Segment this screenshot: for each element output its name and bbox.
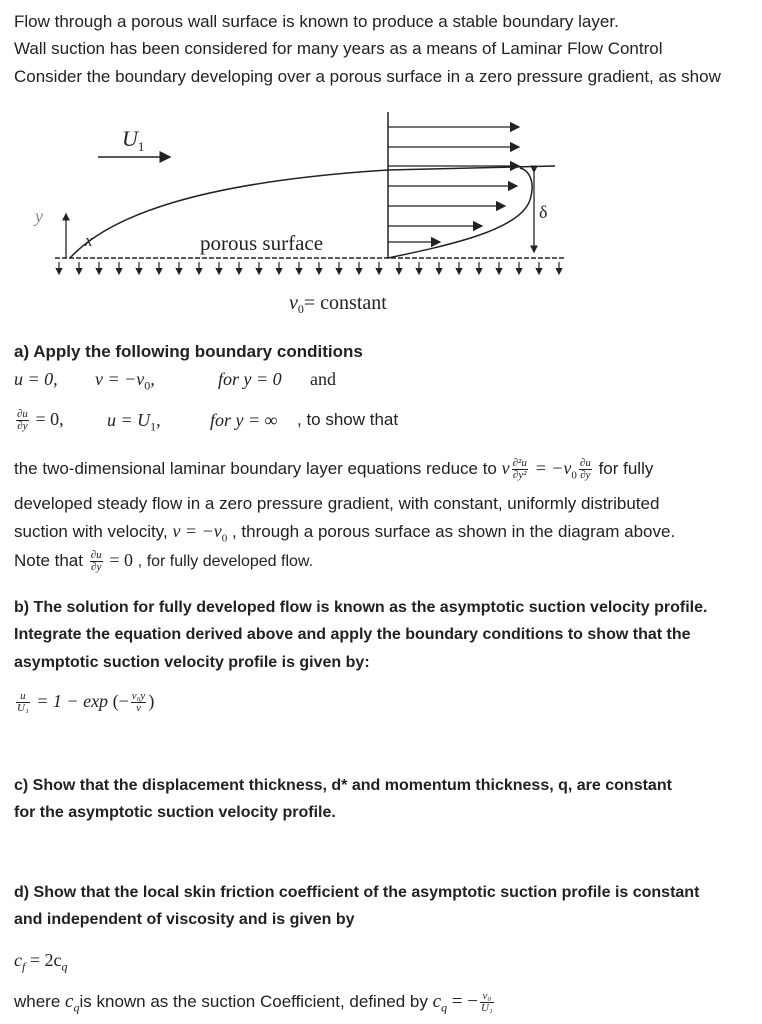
- cf-equation: $c_f = 2c_q$: [14, 950, 68, 974]
- part-b-line-1: b) The solution for fully developed flow is known as the asymptotic suction velocity profile.: [14, 599, 708, 616]
- profile-arrows: [388, 127, 519, 242]
- part-b-line-2: Integrate the equation derived above and apply the boundary conditions to show that the: [14, 626, 691, 643]
- part-a-line-1: the two-dimensional laminar boundary layer equations reduce to ν $\frac{\text{∂²u}}{\text{∂y²}}$ = $-\nu_0$ $\frac{\partial u}{\partial y}$ for fully: [14, 457, 654, 482]
- part-c-line-1: c) Show that the displacement thickness, d* and momentum thickness, q, are constant: [14, 777, 672, 794]
- y-label: y: [35, 206, 43, 226]
- boundary-layer-diagram: [0, 0, 762, 320]
- suction-arrows: [59, 262, 559, 274]
- bc1-u: u = 0,: [14, 369, 58, 389]
- x-label: x: [85, 231, 93, 250]
- intro-line-3: Consider the boundary developing over a porous surface in a zero pressure gradient, as show: [14, 67, 721, 86]
- part-d-line-2: and independent of viscosity and is given by: [14, 911, 355, 928]
- asymptotic-profile-equation: $\frac{u}{\text{U₁}}$ = 1 − exp (− $\frac{\text{ν₀y}}{\nu}$ ): [17, 690, 155, 715]
- part-b-line-3: asymptotic suction velocity profile is given by:: [14, 654, 370, 671]
- v0-label: $v_0=$ constant: [289, 292, 387, 316]
- part-a-line-4: Note that $\frac{\partial u}{\partial y}$ = 0 , for fully developed flow.: [14, 549, 314, 574]
- bc2-u: $u = U_1$,: [107, 410, 161, 434]
- intro-line-1: Flow through a porous wall surface is known to produce a stable boundary layer.: [14, 12, 619, 31]
- bc2-tail: , to show that: [297, 410, 399, 429]
- part-a-line-2: developed steady flow in a zero pressure gradient, with constant, uniformly distributed: [14, 494, 660, 513]
- part-a-heading: a) Apply the following boundary conditions: [14, 342, 363, 361]
- bc1-and: and: [310, 369, 336, 389]
- part-a-line-3: suction with velocity, $\nu = -\nu_0$ , through a porous surface as shown in the diagram above.: [14, 521, 676, 545]
- surface-label: porous surface: [200, 231, 324, 255]
- velocity-profile-curve: [388, 168, 532, 258]
- intro-line-2: Wall suction has been considered for many years as a means of Laminar Flow Control: [14, 39, 663, 58]
- part-d-line-1: d) Show that the local skin friction coefficient of the asymptotic suction profile is constant: [14, 884, 700, 901]
- delta-label: δ: [539, 202, 548, 222]
- bc1-v: $\nu = -\nu_0$,: [95, 369, 155, 393]
- bc2: $\frac{\partial u}{\partial y}$ = 0,: [17, 408, 64, 433]
- u1-label: $U_1$: [122, 126, 145, 154]
- where-line: where $c_qis$ known as the suction Coefficient, defined by $c_q$ = − $\frac{\text{ν₀}}{\text{U₁}}$: [14, 990, 493, 1015]
- bc2-for: for y = ∞: [210, 410, 278, 430]
- part-c-line-2: for the asymptotic suction velocity profile.: [14, 804, 336, 821]
- bc1-for: for y = 0: [218, 369, 282, 389]
